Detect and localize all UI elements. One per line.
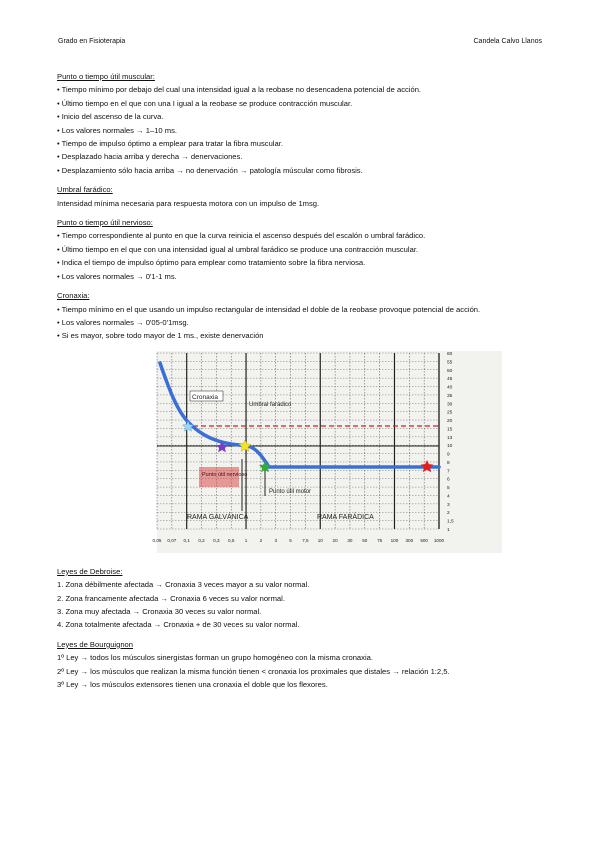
x-tick-label: 75: [377, 537, 383, 543]
y-tick-label: 25: [447, 410, 453, 416]
y-tick-label: 40: [447, 385, 453, 391]
y-tick-label: 20: [447, 418, 453, 424]
x-tick-label: 0,07: [167, 537, 177, 543]
x-tick-label: 5: [289, 537, 292, 543]
list-item: • Tiempo correspondiente al punto en que la curva reinicia el ascenso después del escalón o umbral farádico.: [57, 231, 426, 241]
section-cronaxia: [57, 289, 547, 343]
intensity-duration-chart: [152, 351, 502, 553]
list-item: 1. Zona débilmente afectada → Cronaxia 3 veces mayor a su valor normal.: [57, 580, 310, 590]
list-item: 3º Ley → los músculos extensores tienen una cronaxia el doble que los flexores.: [57, 679, 328, 689]
x-tick-label: 500: [420, 537, 428, 543]
list-item: • Tiempo mínimo en el que usando un impulso rectangular de intensidad el doble de la reobase provoque potencial de acción.: [57, 304, 481, 314]
list-item: • Los valores normales → 0'1-1 ms.: [57, 271, 177, 281]
list-item: • Desplazamiento sólo hacia arriba → no denervación → patología múscular como fibrosis.: [57, 165, 363, 175]
section-heading: Punto o tiempo útil muscular:: [57, 72, 155, 81]
list-item: 4. Zona totalmente afectada → Cronaxia + de 30 veces su valor normal.: [57, 620, 300, 630]
x-tick-label: 7,5: [302, 537, 309, 543]
y-tick-label: 45: [447, 376, 453, 382]
section-heading: Punto o tiempo útil nervioso:: [57, 218, 153, 228]
section-debroise: [57, 565, 547, 632]
list-item: • Desplazado hacia arriba y derecha → denervaciones.: [57, 152, 243, 162]
list-item: 2. Zona francamente afectada → Cronaxia 6 veces su valor normal.: [57, 593, 285, 603]
y-tick-label: 7: [447, 469, 450, 475]
list-item: • Los valores normales → 1–10 ms.: [57, 125, 177, 135]
section-util-muscular: [57, 70, 547, 177]
document-body: [57, 70, 547, 691]
y-tick-label: 50: [447, 368, 453, 374]
y-tick-label: 2: [447, 510, 450, 516]
rama-faradica-label: RAMA FARÁDICA: [317, 513, 374, 521]
y-tick-label: 55: [447, 360, 453, 366]
x-tick-label: 1000: [433, 537, 445, 543]
y-tick-label: 15: [447, 427, 453, 433]
y-tick-label: 1: [447, 527, 450, 533]
y-tick-label: 1,5: [447, 519, 454, 525]
umbral-label: Umbral farádico: [249, 401, 292, 408]
x-tick-label: 2: [259, 537, 263, 543]
x-tick-label: 300: [405, 537, 414, 543]
x-tick-label: 10: [317, 537, 323, 543]
x-tick-label: 0,3: [213, 537, 220, 543]
list-item: • Inicio del ascenso de la curva.: [57, 112, 164, 122]
section-bourguignon: [57, 638, 547, 692]
list-item: • Los valores normales → 0'05-0'1msg.: [57, 317, 189, 327]
rama-galvanica-label: RAMA GALVÁNICA: [187, 513, 249, 521]
x-tick-label: 0,2: [198, 537, 205, 543]
list-item: • Si es mayor, sobre todo mayor de 1 ms., existe denervación: [57, 331, 264, 341]
x-tick-label: 20: [332, 537, 338, 543]
page-header: [58, 38, 542, 45]
list-item: 1º Ley → todos los músculos sinergistas forman un grupo homogéneo con la misma cronaxia.: [57, 653, 373, 663]
x-tick-label: 0,5: [228, 537, 235, 543]
y-tick-label: 35: [447, 393, 453, 399]
x-tick-label: 100: [390, 537, 399, 543]
list-item: • Indica el tiempo de impulso óptimo para emplear como tratamiento sobre la fibra nerviosa.: [57, 258, 366, 268]
y-tick-label: 9: [447, 452, 450, 458]
y-tick-label: 6: [447, 477, 450, 483]
list-item: Intensidad mínima necesaria para respuesta motora con un impulso de 1msg.: [57, 198, 320, 208]
y-tick-label: 13: [447, 435, 453, 441]
list-item: 2º Ley → los músculos que realizan la misma función tienen < cronaxia los proximales que distales → relación 1:2,5.: [57, 666, 450, 676]
x-tick-label: 3: [274, 537, 278, 543]
y-tick-label: 5: [447, 485, 450, 491]
section-umbral-faradico: [57, 183, 547, 210]
x-tick-label: 0,05: [152, 537, 162, 543]
x-tick-label: 0,1: [183, 537, 190, 543]
cronaxia-label: Cronaxia: [192, 393, 219, 401]
x-tick-label: 50: [362, 537, 368, 543]
header-course: Grado en Fisioterapia: [58, 38, 126, 45]
section-heading: Umbral farádico:: [57, 185, 113, 195]
x-tick-label: 30: [347, 537, 353, 543]
util-motor-label: Punto útil motor: [269, 488, 312, 495]
header-author: Candela Calvo Llanos: [473, 38, 542, 45]
section-heading: Leyes de Debroise:: [57, 566, 123, 576]
x-tick-label: 1: [244, 537, 248, 543]
y-tick-label: 30: [447, 402, 453, 408]
y-tick-label: 3: [447, 502, 450, 508]
section-util-nervioso: [57, 216, 547, 283]
y-tick-label: 4: [447, 494, 450, 500]
y-tick-label: 10: [447, 443, 453, 449]
list-item: 3. Zona muy afectada → Cronaxia 30 veces su valor normal.: [57, 606, 262, 616]
section-heading: Leyes de Bourguignon: [57, 639, 133, 649]
list-item: • Tiempo mínimo por debajo del cual una intensidad igual a la reobase no desencadena potencial de acción.: [57, 85, 422, 95]
y-tick-label: 8: [447, 460, 450, 466]
util-nervioso-label: Punto útil nervioso: [202, 471, 248, 478]
section-heading: Cronaxia:: [57, 291, 90, 301]
list-item: • Último tiempo en el que con una intensidad igual al umbral farádico se produce una contracción muscular.: [57, 244, 419, 254]
list-item: • Último tiempo en el que con una I igual a la reobase se produce contracción muscular.: [57, 98, 353, 108]
chart-svg: [152, 351, 502, 553]
list-item: • Tiempo de impulso óptimo a emplear para tratar la fibra muscular.: [57, 139, 283, 149]
y-tick-label: 60: [447, 351, 453, 357]
